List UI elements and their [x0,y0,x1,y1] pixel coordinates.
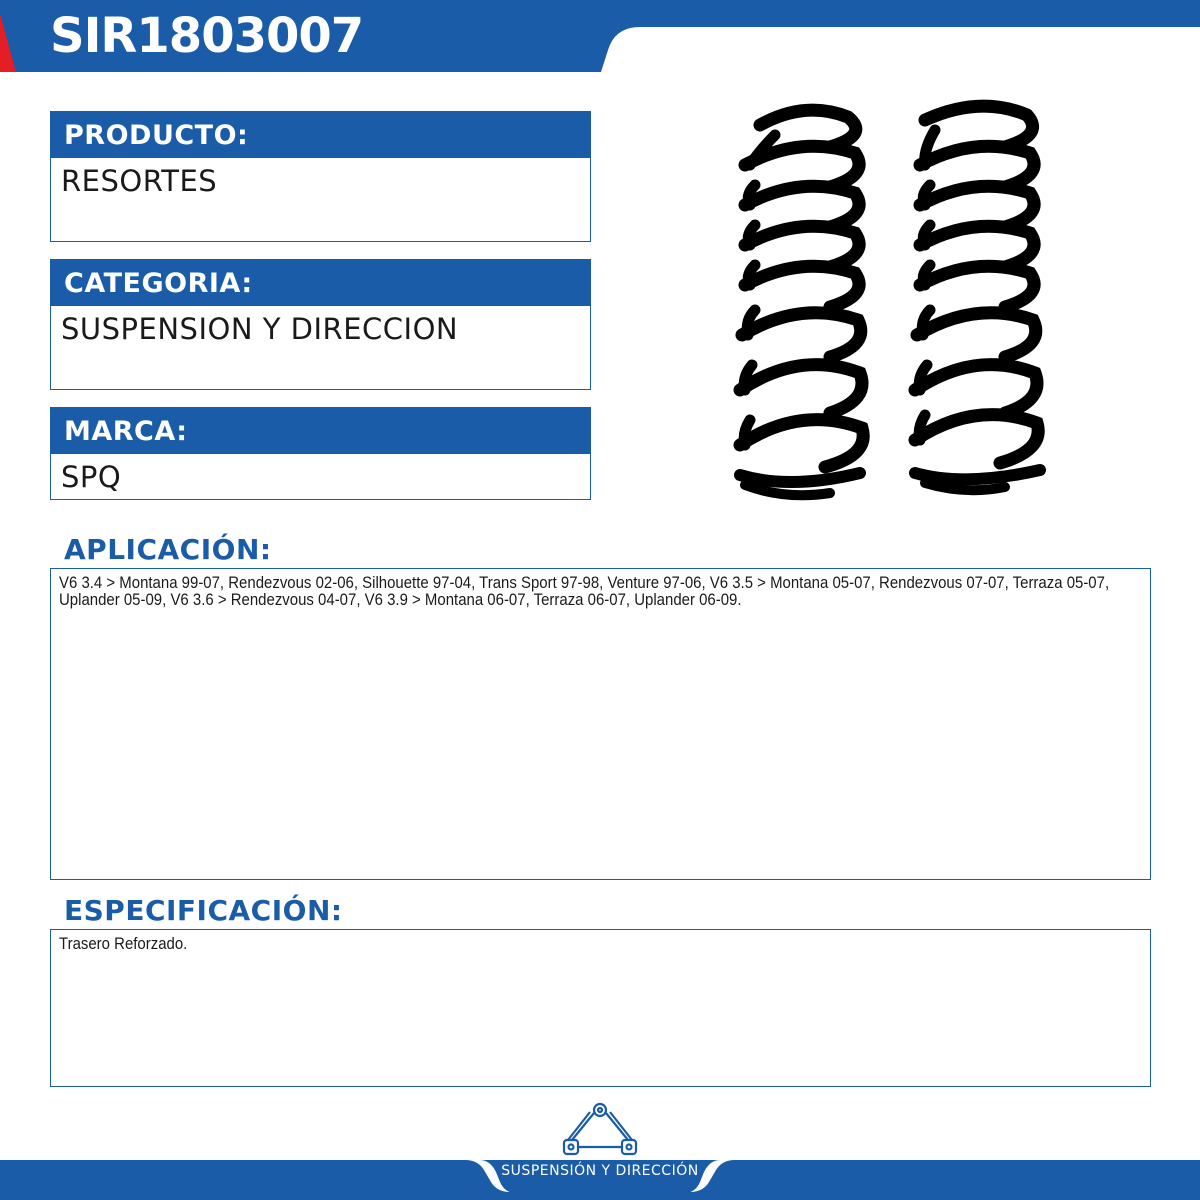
especificacion-box [50,929,1151,1087]
header-bar [0,0,1200,74]
especificacion-text: Trasero Reforzado. [59,934,188,953]
producto-label: PRODUCTO: [51,112,590,158]
producto-box [50,111,591,242]
aplicacion-title: APLICACIÓN: [64,533,272,566]
coil-springs-icon [720,95,1060,515]
aplicacion-box [50,568,1151,880]
producto-value: RESORTES [61,164,218,198]
sku-title: SIR1803007 [50,8,364,64]
left-spring [740,110,863,495]
footer-label: SUSPENSIÓN Y DIRECCIÓN [501,1163,699,1179]
marca-label: MARCA: [51,408,590,454]
right-spring [915,106,1040,490]
categoria-label: CATEGORIA: [51,260,590,306]
categoria-value: SUSPENSION Y DIRECCION [61,312,459,346]
product-image [720,95,1060,515]
marca-value: SPQ [61,460,122,494]
suspension-arm-icon [560,1100,640,1162]
especificacion-title: ESPECIFICACIÓN: [64,894,343,927]
categoria-box [50,259,591,390]
marca-box [50,407,591,500]
aplicacion-text: V6 3.4 > Montana 99-07, Rendezvous 02-06, Silhouette 97-04, Trans Sport 97-98, Venture 97-06, V6 3.5 > Montana 05-07, Rendezvous 07-07, Terraza 05-07, Uplander 05-09, V6 3.6 > Rendezvous 04-07, V6 3.9 > Montana 06-07, Terraza 06-07, Uplander 06-09. [59,573,1110,609]
